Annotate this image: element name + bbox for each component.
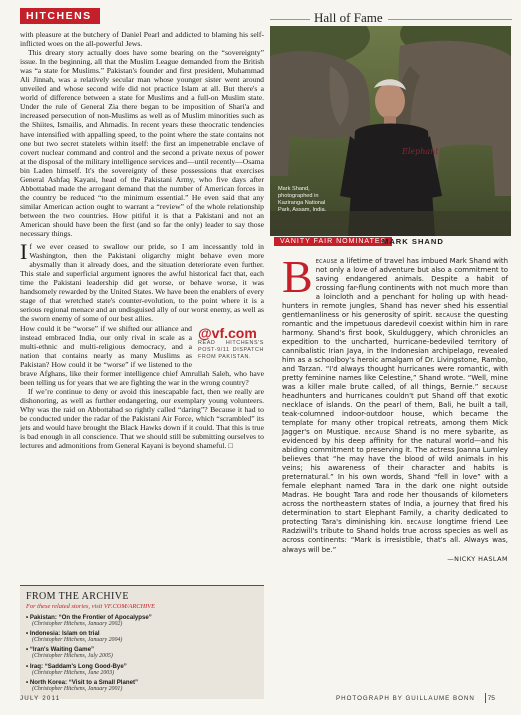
footer-date: JULY 2011 [20,695,61,702]
story-sentence: a lifetime of travel has imbued Mark Shand with not only a love of adventure but also a commitment to saving endangered animals. Despite a habit of crossing far-flung continents with not much more than a loincloth and a penchant for holing up with head-hunters in remote jungles, Shand has never shed his essential gentlemanliness or his generosity of spirit. [282,257,508,320]
story-sentence: longtime friend Lee Radziwill's tribute to Shand holds true across species as well as across continents: “Mark is irresistible, that's all. Always was, always will be.” [282,518,508,554]
svg-text:Elephant: Elephant [402,147,439,156]
story-smallcaps: because [406,518,433,527]
nominee-label: VANITY FAIR NOMINATES [274,237,392,246]
archive-item[interactable] [26,663,258,677]
story-sentence: the questing romantic and the impetuous daredevil coexist within him in rare harmony. Shand's first book, Skulduggery, which chronicles an expedition to the uncharted, hurricane-bedeviled territory of cannibalistic Irian Jaya, in the Indonesian archipelago, revealed him as a schoolboy's heroic amalgam of Dr. Livingstone, Rambo, and Tarzan. “I'd always thought hurricanes were romantic, with pretty feminine names like Celestine,” Shand wrote. “Well, mine was a killer male brute called, of all things, Bernie.” [282,311,508,392]
page-number: 75 [487,695,495,702]
story-signature: —NICKY HASLAM [447,554,508,563]
story-dropcap: B [282,251,313,302]
vf-handle[interactable]: @vf.com [198,324,257,341]
story-smallcaps: because [435,311,462,320]
paragraph-3 [20,239,264,324]
left-column [20,30,264,450]
footer-divider [485,693,486,703]
header-rule-right [388,19,512,20]
story-body [282,251,508,564]
archive-item-byline: (Christopher Hitchens, July 2005) [32,653,113,660]
paragraph-3-wrap: How could it be “worse” if we shifted our alliance and instead embraced India, our only rival in scale as a multi-ethnic and multi-religious democracy, and a nation that contains nearly as many Muslims as Pakistan? How could it be “worse” if we listened to the brave Afghans, like their former intelligence chief Amrullah Saleh, who have been telling us for years that we are fighting the war in the wrong country? [20,323,264,387]
story-smallcaps: because [482,383,508,392]
paragraph-4: If we’re continue to deny or avoid this inescapable fact, then we really are dishonoring, as well as further endangering, our exemplary young volunteers. Why was the raid on Abbottabad so rightly called “daring”? Because it had to be conducted under the radar of the Pakistani Air Force, which “scrambled” its jets and would have brought the Black Hawks down if it could. That this is true is bad enough in all conscience. That we should still be submitting ourselves to lectures and admonitions from General Kayani is beyond shameful. □ [20,386,264,451]
section-tag: HITCHENS [20,8,100,24]
paragraph-1: with pleasure at the butchery of Daniel Pearl and addicted to blaming his self-inflicted woes on the all-powerful Jews. [20,30,264,49]
photo-credit: PHOTOGRAPH BY GUILLAUME BONN [336,695,475,702]
archive-item[interactable] [26,630,258,644]
dropcap: I [20,239,28,265]
paragraph-3-lead: f we ever ceased to swallow our pride, so I am incessantly told in Washington, then the Pakistani oligarchy might behave even more abysmally than it already does, and the situation deteriorate even further. This stale and superficial argument ignores the awful historical fact that, each time the Pakistani leadership did get worse, or behave worse, it was handsomely rewarded by the United States. We have been the enablers of every stage of that wretched state's counter-evolution, to the point where it is a serious regional menace and an undisguised ally of our worst enemy, as well as the sworn enemy of some of our best allies. [20,242,264,324]
archive-item[interactable] [26,614,258,628]
paragraph-2: This dreary story actually does have some bearing on the “sovereignty” issue. In the beginning, all that the Muslim League demanded from the British was “a state for Muslims.” Pakistan's founder and first president, Muhammad Ali Jinnah, was a relatively secular man whose younger sister went around unveiled and whose second wife did not practice Islam at all. But there's a world of difference between a state for Muslims and a full-on Muslim state. Under the rule of General Zia there began to be imposition of Shari'a and increased persecution of non-Muslims as well as of Muslim minorities such as the Shiites, Ismailis, and Ahmadis. In recent years these theocratic tendencies have intensified with appalling speed, to the point where the state contains not one but two secret statelets within itself: the first an impenetrable enclave of covert nuclear command and control and the second a private nexus of power at the disposal of the military intelligence services and—until recently—Osama bin Laden himself. It's the sovereignty of these possessions that exercises General Ashfaq Kayani, head of the Pakistani Army, who five days after Abbottabad made the arrogant demand that the number of American forces in the country be reduced “to the minimum essential.” He even said that any similar American action ought to warrant a “review” of the whole relationship between the two countries. How pitiful it is that a Pakistani and not an American should have been the first (and so far the only) leader to say those necessary things. [20,48,264,239]
archive-item-byline: (Christopher Hitchens, January 2004) [32,637,123,644]
archive-item[interactable] [26,679,258,693]
archive-item-title[interactable]: • “Iran's Waiting Game” [26,646,95,654]
nominee-bar [270,236,511,248]
archive-item-title[interactable]: • Indonesia: Islam on trial [26,630,100,638]
story-sentence: headhunters and hurricanes couldn't put Shand off that exotic necklace of islands. On the pearl of them, Bali, he built a tall, teak-columned indoor-outdoor house, which became the template for many other tropical retreats, among them Mick Jagger's on Mustique. [282,392,508,437]
archive-list [26,614,258,693]
archive-subheading[interactable]: For these related stories, visit VF.COM/ARCHIVE [26,603,156,610]
vf-sidebar[interactable] [198,326,264,361]
header-rule-left [270,19,310,20]
story-smallcaps: because [364,428,391,437]
archive-item-byline: (Christopher Hitchens, January 2002) [32,621,123,628]
footer-credit [336,695,495,702]
archive-item[interactable] [26,646,258,660]
archive-box [20,585,264,699]
archive-item-title[interactable]: • Iraq: “Saddam's Long Good-Bye” [26,662,127,670]
archive-item-title[interactable]: • Pakistan: “On the Frontier of Apocalypse” [26,614,152,621]
archive-heading: FROM THE ARCHIVE [26,591,129,602]
story-text [282,251,508,554]
archive-item-byline: (Christopher Hitchens, June 2003) [32,669,115,676]
story-sentence: Shand is no mere sybarite, as evidenced by his deep affinity for the natural world—and his abiding commitment to preserving it. The actress Joanna Lumley believes that “he may have the blood of wild animals in his veins; his awareness of their character and habits is preternatural.” In his own words, Shand “fell in love” with a female elephant named Tara in the dark one night outside Madras. He bought Tara and rode her thousands of kilometers across the northeastern states of India, a journey that fired his determination to start Elephant Family, a charity dedicated to protecting Tara's diminishing kin. [282,428,508,527]
nominee-name: MARK SHAND [382,237,444,246]
section-title: Hall of Fame [314,10,383,25]
archive-item-byline: (Christopher Hitchens, January 2001) [32,685,123,692]
photo-caption: Mark Shand, photographed in Kaziranga National Park, Assam, India. [278,186,327,213]
archive-item-title[interactable]: • North Korea: “Visit to a Small Planet” [26,678,139,686]
story-smallcaps: ecause [315,257,338,265]
vf-caption: READ HITCHENS'S POST-9/11 DISPATCH FROM PAKISTAN. [198,339,264,360]
